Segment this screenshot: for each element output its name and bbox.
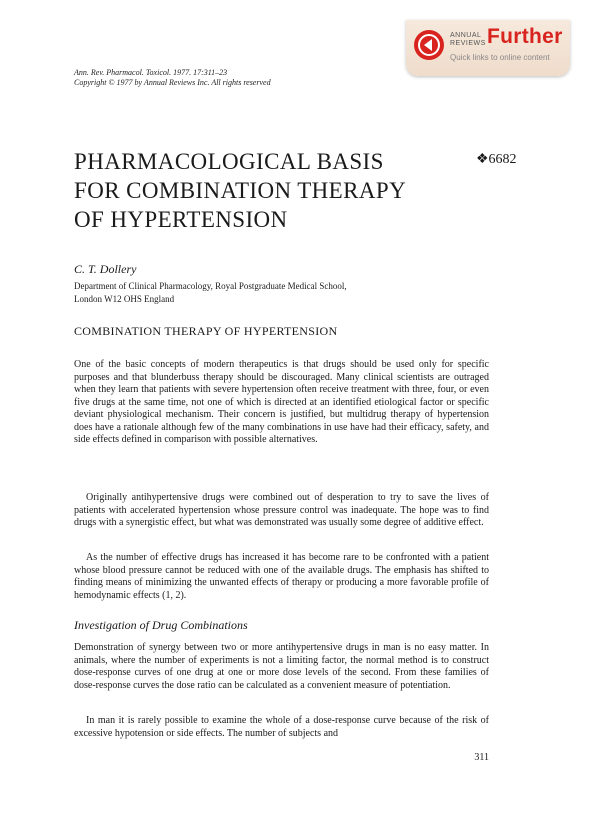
paragraph-1: One of the basic concepts of modern therapeutics is that drugs should be used only for specific purposes and that blunderbuss therapy should be discouraged. Many clinical scientists are outraged when they learn that patients with severe hypertension often receive treatment with three, four, or even five drugs at the same time, not one of which is directed at an identified etiological factor or specific deviant physiological mechanism. Their concern is justified, but multidrug therapy of hypertension does have a rationale although few of the many combinations in use have had their efficacy, safety, and side effects defined in comparison with possible alternatives. — [74, 359, 489, 445]
annual-reviews-label: ANNUAL REVIEWS — [450, 32, 486, 47]
document-number: ❖6682 — [476, 152, 517, 167]
title-line-3: OF HYPERTENSION — [74, 207, 288, 232]
article-title — [74, 147, 474, 234]
paragraph-3: As the number of effective drugs has increased it has become rare to be confronted with a patient whose blood pressure cannot be reduced with one of the available drugs. The emphasis has shifted to finding means of minimizing the unwanted effects of therapy or producing a more favorable profile of hemodynamic effects (1, 2). — [74, 552, 489, 601]
subsection-heading: Investigation of Drug Combinations — [74, 618, 248, 632]
title-line-1: PHARMACOLOGICAL BASIS — [74, 149, 384, 174]
further-label: Further — [487, 25, 563, 48]
author-name: C. T. Dollery — [74, 262, 137, 276]
citation — [74, 68, 271, 88]
title-line-2: FOR COMBINATION THERAPY — [74, 178, 407, 203]
paragraph-4: Demonstration of synergy between two or more antihypertensive drugs in man is no easy matter. In animals, where the number of experiments is not a limiting factor, the normal method is to construct dose-response curves of one drug at one or more dose levels of the second. From these families of dose-response curves the dose ratio can be calculated as a convenient measure of potentiation. — [74, 642, 489, 691]
play-arrow-icon — [414, 30, 444, 60]
affiliation-line-1: Department of Clinical Pharmacology, Royal Postgraduate Medical School, — [74, 281, 347, 291]
citation-copyright: Copyright © 1977 by Annual Reviews Inc. All rights reserved — [74, 78, 271, 87]
author-affiliation — [74, 280, 347, 306]
paragraph-2: Originally antihypertensive drugs were combined out of desperation to try to save the lives of patients with accelerated hypertension whose pressure control was inadequate. The hope was to find drugs with a synergistic effect, but what was demonstrated was usually some degree of additive effect. — [74, 492, 489, 528]
page-number: 311 — [474, 752, 489, 763]
paragraph-5: In man it is rarely possible to examine the whole of a dose-response curve because of the risk of excessive hypotension or side effects. The number of subjects and — [74, 715, 489, 739]
further-badge[interactable] — [406, 20, 570, 76]
section-heading: COMBINATION THERAPY OF HYPERTENSION — [74, 324, 338, 338]
affiliation-line-2: London W12 OHS England — [74, 294, 175, 304]
quick-links-label: Quick links to online content — [450, 53, 550, 62]
citation-journal: Ann. Rev. Pharmacol. Toxicol. 1977. 17:311–23 — [74, 68, 228, 77]
